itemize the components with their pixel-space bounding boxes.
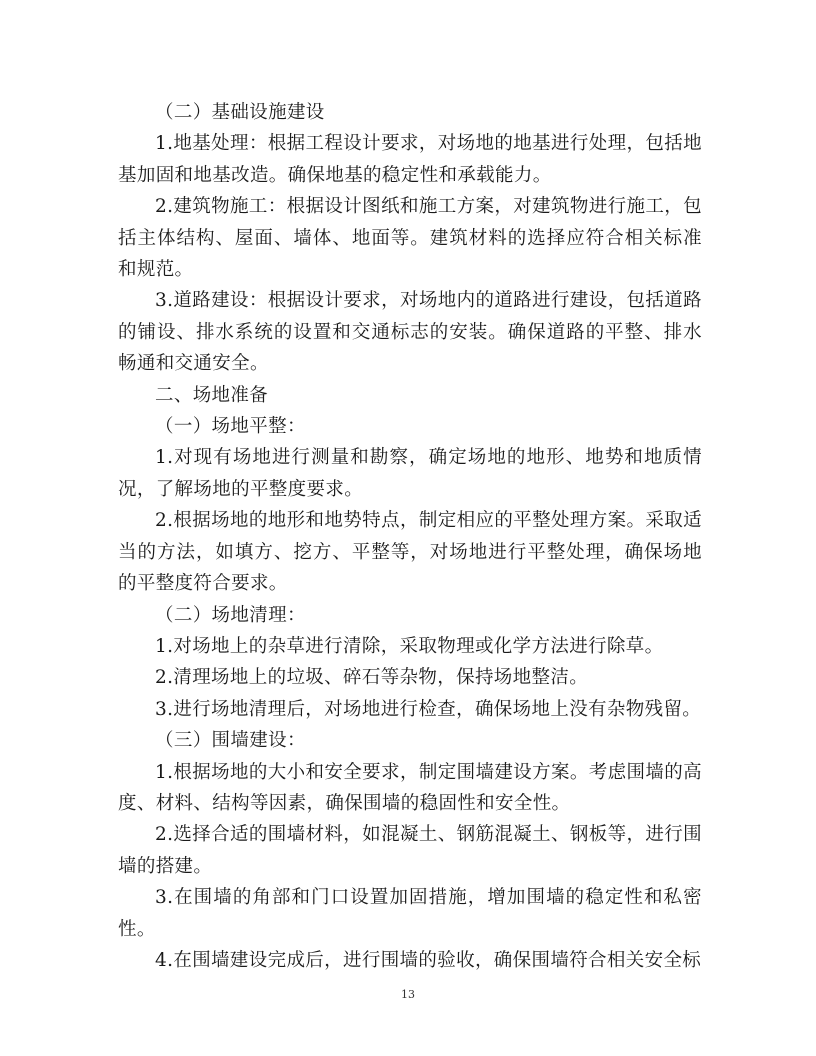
paragraph-survey: 1.对现有场地进行测量和勘察，确定场地的地形、地势和地质情况，了解场地的平整度要求。 [118, 447, 702, 500]
section-heading-infrastructure: （二）基础设施建设 [155, 102, 325, 123]
paragraph-wall-reinforcement: 3.在围墙的角部和门口设置加固措施，增加围墙的稳定性和私密性。 [118, 887, 702, 940]
paragraph-road-construction: 3.道路建设：根据设计要求，对场地内的道路进行建设，包括道路的铺设、排水系统的设置和交通标志的安装。确保道路的平整、排水畅通和交通安全。 [118, 290, 702, 375]
paragraph-debris-removal: 2.清理场地上的垃圾、碎石等杂物，保持场地整洁。 [155, 667, 589, 689]
section-heading-site-clearing: （二）场地清理： [155, 604, 306, 626]
paragraph-leveling-plan: 2.根据场地的地形和地势特点，制定相应的平整处理方案。采取适当的方法，如填方、挖方、平整等，对场地进行平整处理，确保场地的平整度符合要求。 [118, 510, 702, 595]
paragraph-wall-plan: 1.根据场地的大小和安全要求，制定围墙建设方案。考虑围墙的高度、材料、结构等因素，确保围墙的稳固性和安全性。 [118, 761, 702, 814]
paragraph-wall-acceptance: 4.在围墙建设完成后，进行围墙的验收，确保围墙符合相关安全标 [155, 949, 702, 971]
paragraph-wall-materials: 2.选择合适的围墙材料，如混凝土、钢筋混凝土、钢板等，进行围墙的搭建。 [118, 824, 702, 877]
page-number: 13 [401, 988, 415, 1001]
paragraph-building-construction: 2.建筑物施工：根据设计图纸和施工方案，对建筑物进行施工，包括主体结构、屋面、墙体、地面等。建筑材料的选择应符合相关标准和规范。 [118, 196, 702, 281]
section-heading-site-leveling: （一）场地平整： [155, 416, 306, 438]
paragraph-foundation: 1.地基处理：根据工程设计要求，对场地的地基进行处理，包括地基加固和地基改造。确保地基的稳定性和承载能力。 [118, 133, 702, 186]
paragraph-weed-removal: 1.对场地上的杂草进行清除，采取物理或化学方法进行除草。 [155, 635, 664, 657]
paragraph-clearing-inspection: 3.进行场地清理后，对场地进行检查，确保场地上没有杂物残留。 [155, 698, 702, 720]
section-heading-wall-construction: （三）围墙建设： [155, 730, 306, 752]
chapter-heading-site-preparation: 二、场地准备 [155, 384, 269, 406]
body-text [118, 97, 702, 976]
